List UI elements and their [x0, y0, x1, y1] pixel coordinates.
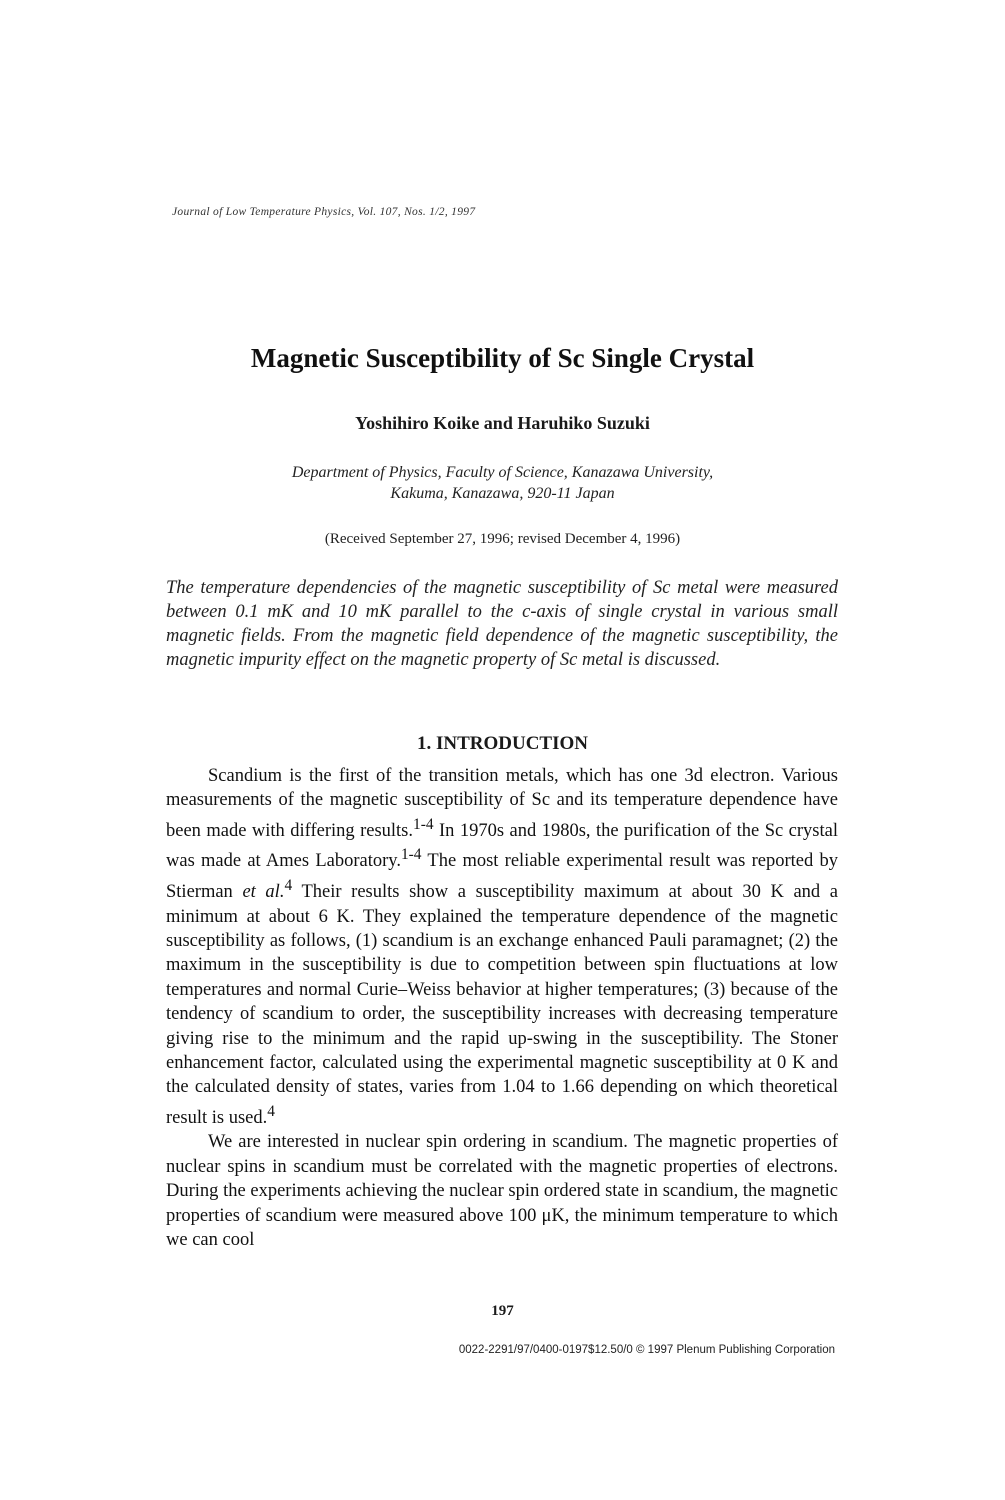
paragraph-1-text-d: Their results show a susceptibility maximum at about 30 K and a minimum at about 6 K. They explained the temperature dependence of the magnetic susceptibility as follows, (1) scandium is an exchange enhanced Pauli paramagnet; (2) the maximum in the susceptibility is due to competition between spin fluctuations at low temperatures and normal Curie–Weiss behavior at higher temperatures; (3) because of the tendency of scandium to order, the susceptibility increases with decreasing temperature giving rise to the minimum and the rapid up-swing in the susceptibility. The Stoner enhancement factor, calculated using the experimental magnetic susceptibility at 0 K and the calculated density of states, varies from 1.04 to 1.66 depending on which theoretical result is used.	[166, 882, 839, 1128]
paper-title: Magnetic Susceptibility of Sc Single Crystal	[250, 343, 755, 373]
abstract: The temperature dependencies of the magnetic susceptibility of Sc metal were measured between 0.1 mK and 10 mK parallel to the c-axis of single crystal in various small magnetic fields. From the magnetic field dependence of the magnetic susceptibility, the magnetic impurity effect on the magnetic property of Sc metal is discussed.	[166, 578, 838, 670]
citation-superscript: 4	[284, 876, 293, 894]
paragraph-1-text-a: Scandium is the first of the transition metals, which has one 3d electron. Various measurements of the magnetic susceptibility of Sc and its temperature dependence have been made with differing results.	[166, 766, 838, 841]
citation-superscript: 1-4	[413, 815, 434, 833]
received-dates: (Received September 27, 1996; revised December 4, 1996)	[324, 531, 681, 547]
paragraph-1-text-c: The most reliable experimental result was reported by Stierman	[166, 851, 838, 903]
citation-superscript: 4	[267, 1102, 275, 1120]
citation-superscript: 1-4	[400, 846, 422, 864]
affiliation-line-2: Kakuma, Kanazawa, 920-11 Japan	[390, 485, 615, 502]
page-number: 197	[491, 1303, 514, 1319]
paragraph-1-text-b: In 1970s and 1980s, the purification of the Sc crystal was made at Ames Laboratory.	[166, 820, 838, 872]
et-al-text: et al.	[242, 882, 285, 903]
affiliation-line-1: Department of Physics, Faculty of Science, Kanazawa University,	[291, 464, 714, 481]
paragraph-1	[166, 764, 838, 1130]
author-list: Yoshihiro Koike and Haruhiko Suzuki	[355, 413, 650, 433]
journal-reference: Journal of Low Temperature Physics, Vol. 107, Nos. 1/2, 1997	[172, 206, 476, 218]
section-heading: 1. INTRODUCTION	[416, 733, 589, 754]
affiliation	[0, 462, 1005, 504]
copyright-line: 0022-2291/97/0400-0197$12.50/0 © 1997 Plenum Publishing Corporation	[458, 1344, 835, 1356]
paragraph-2: We are interested in nuclear spin ordering in scandium. The magnetic properties of nuclear spins in scandium must be correlated with the magnetic properties of electrons. During the experiments achieving the nuclear spin ordered state in scandium, the magnetic properties of scandium were measured above 100 μK, the minimum temperature to which we can cool	[166, 1132, 838, 1250]
body-text	[166, 764, 838, 1252]
